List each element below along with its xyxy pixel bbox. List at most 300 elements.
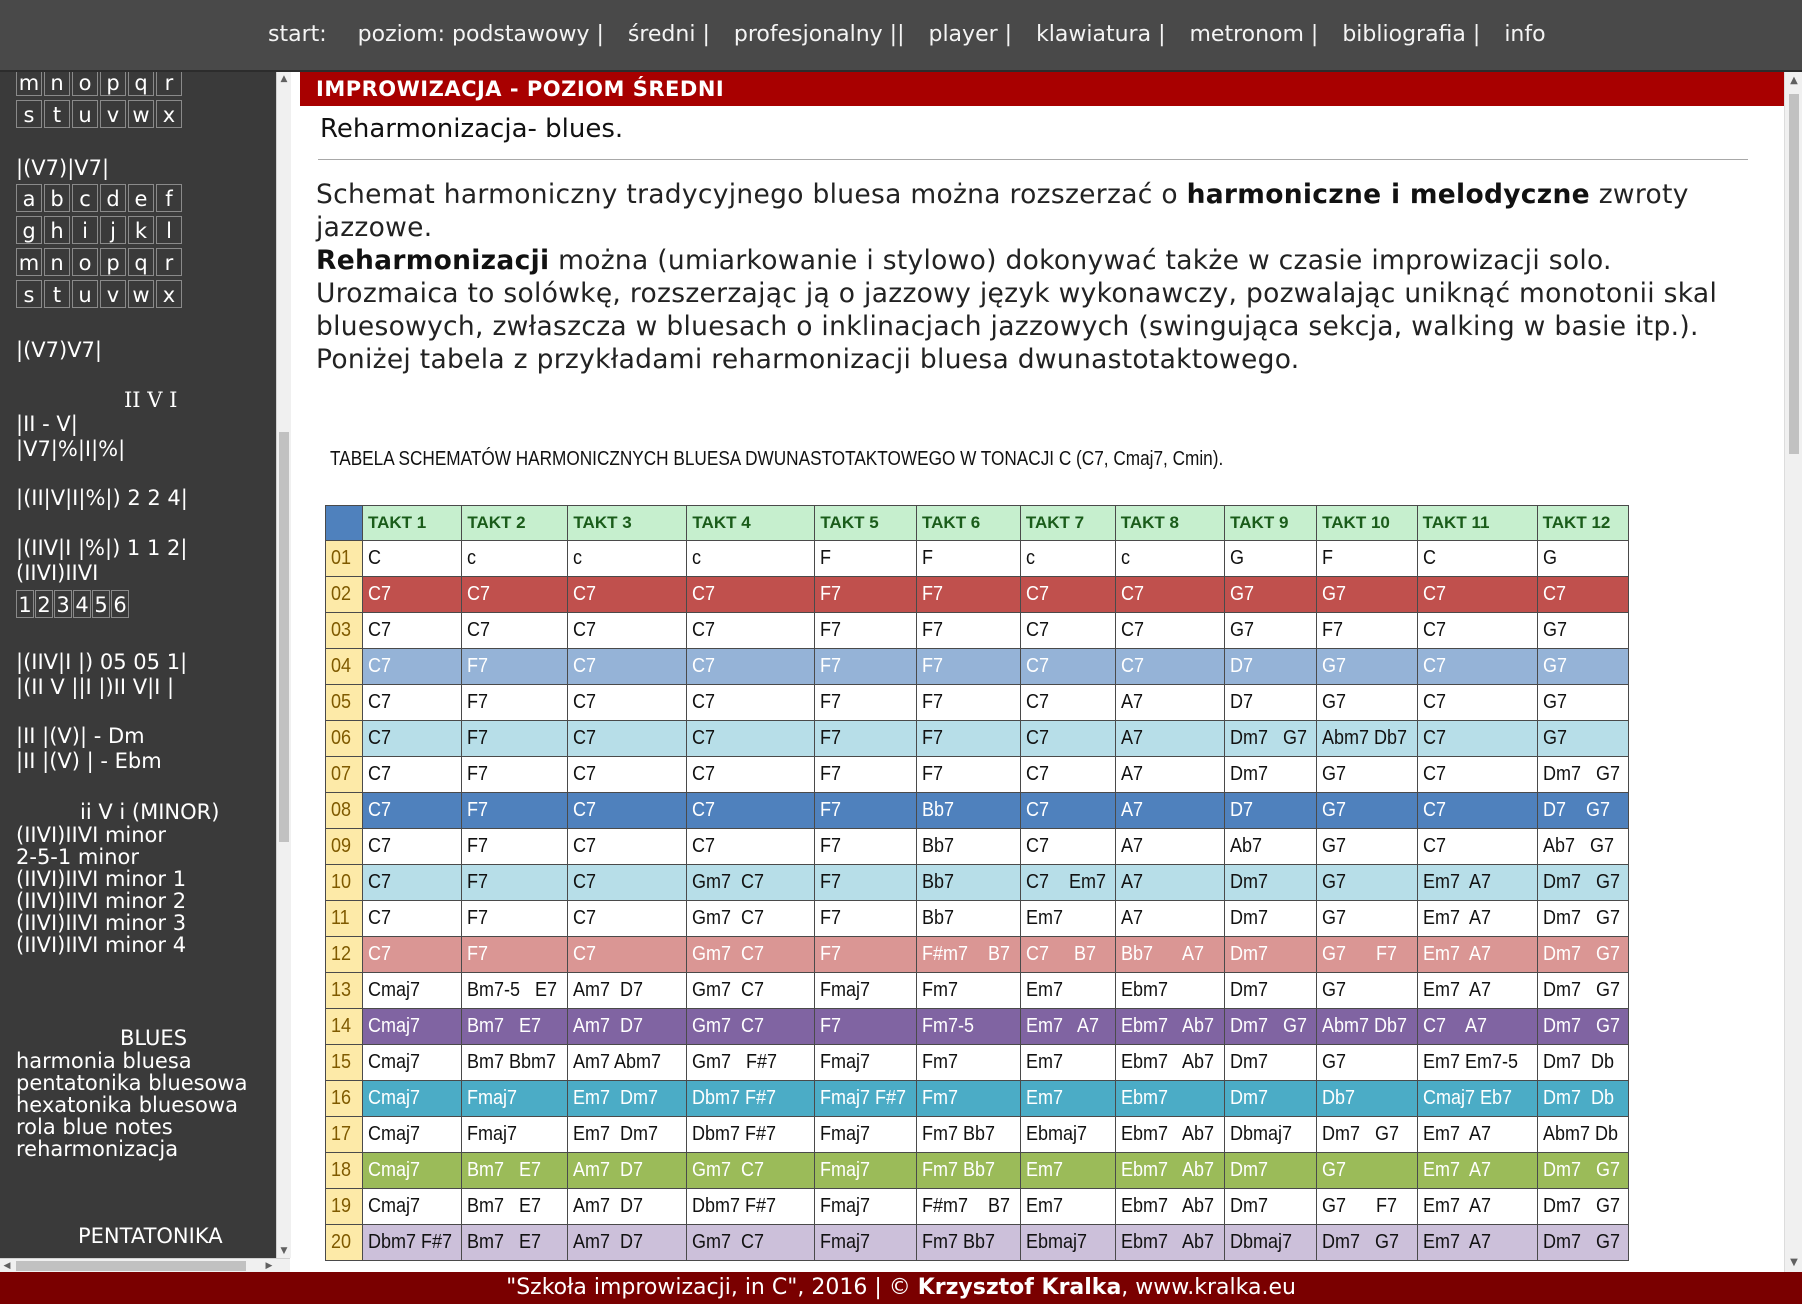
chord-value: Bm7 Bbm7: [467, 1051, 557, 1073]
chord-value: Gm7 C7: [692, 1231, 765, 1253]
chord-cell: [363, 1153, 462, 1189]
chord-cell: [1020, 649, 1115, 685]
chord-value: Dm7: [1230, 907, 1269, 929]
chord-cell: [363, 757, 462, 793]
chord-value: F7: [922, 691, 944, 713]
chord-cell: [568, 901, 687, 937]
chord-cell: [1537, 1153, 1629, 1189]
intro-p1-end: zwroty jazzowe.: [316, 179, 1689, 243]
chord-value: G7: [1322, 835, 1347, 857]
chord-cell: [1020, 1117, 1115, 1153]
chord-cell: [462, 577, 568, 613]
chord-value: Ebmaj7: [1025, 1123, 1087, 1145]
chord-value: F7: [1322, 619, 1344, 641]
chord-cell: [1537, 757, 1629, 793]
footer-author[interactable]: Krzysztof Kralka: [917, 1275, 1122, 1300]
chord-value: Abm7 Db7: [1322, 727, 1408, 749]
chord-cell: [568, 757, 687, 793]
scroll-right-arrow-icon[interactable]: ▶: [265, 1261, 273, 1271]
chord-cell: [1537, 613, 1629, 649]
row-number: 18: [331, 1159, 352, 1181]
nav-link-5[interactable]: klawiatura |: [1036, 22, 1166, 47]
sidebar-horizontal-scrollbar[interactable]: [0, 1258, 290, 1273]
scroll-left-arrow-icon[interactable]: ◀: [3, 1261, 11, 1271]
table-row: [326, 1225, 1629, 1261]
chord-cell: [917, 1117, 1021, 1153]
chord-value: Dm7 Db: [1542, 1087, 1614, 1109]
sidebar-item-iivi-1[interactable]: |II - V|: [16, 412, 78, 436]
letter-cell[interactable]: w: [128, 100, 154, 128]
chord-value: Dm7: [1230, 979, 1269, 1001]
nav-link-3[interactable]: profesjonalny ||: [733, 22, 905, 47]
number-cell[interactable]: 5: [92, 590, 110, 618]
letter-cell[interactable]: h: [44, 216, 70, 244]
chord-cell: [1225, 577, 1317, 613]
chord-value: C7: [1025, 763, 1049, 785]
chord-value: Fmaj7: [467, 1123, 518, 1145]
sidebar-item-minor-1[interactable]: (IIVI)IIVI minor: [16, 823, 167, 847]
chord-cell: [815, 901, 917, 937]
nav-start-label: start:: [268, 22, 327, 47]
row-number-cell: [326, 829, 363, 865]
chord-value: C7 B7: [1025, 943, 1096, 965]
row-number: 05: [331, 691, 352, 713]
chord-value: C7: [368, 655, 392, 677]
chord-cell: [1225, 1045, 1317, 1081]
main-scroll-thumb[interactable]: [1789, 94, 1799, 454]
chord-cell: [687, 613, 815, 649]
chord-cell: [1020, 685, 1115, 721]
chord-cell: [568, 541, 687, 577]
letter-cell[interactable]: e: [128, 184, 154, 212]
chord-cell: [1537, 1009, 1629, 1045]
chord-cell: [568, 685, 687, 721]
chord-cell: [687, 1045, 815, 1081]
sidebar-item-iivi-112[interactable]: |(IIV|I |%|) 1 1 2|: [16, 536, 188, 560]
sidebar-item-iivi-iivi[interactable]: (IIVI)IIVI: [16, 561, 99, 585]
chord-cell: [1225, 1009, 1317, 1045]
letter-cell[interactable]: m: [16, 72, 42, 96]
chord-value: Cmaj7 Eb7: [1422, 1087, 1512, 1109]
chord-cell: [687, 973, 815, 1009]
letter-cell[interactable]: u: [72, 280, 98, 308]
chord-value: Em7 A7: [1422, 1159, 1491, 1181]
scroll-up-arrow-icon[interactable]: ▲: [280, 74, 288, 84]
chord-value: A7: [1120, 835, 1143, 857]
chord-cell: [815, 793, 917, 829]
chord-cell: [1417, 649, 1537, 685]
main-scroll-up-arrow-icon[interactable]: ▲: [1790, 75, 1798, 86]
chord-cell: [1020, 1081, 1115, 1117]
chord-value: Dm7 G7: [1230, 727, 1308, 749]
chord-value: Fm7: [922, 1051, 959, 1073]
chord-cell: [917, 829, 1021, 865]
footer-site[interactable]: , www.kralka.eu: [1121, 1275, 1296, 1300]
sidebar-item-blues-5[interactable]: reharmonizacja: [16, 1137, 179, 1161]
chord-value: Dbmaj7: [1230, 1123, 1293, 1145]
chord-value: C7: [573, 763, 597, 785]
column-header-takt-7: TAKT 7: [1020, 506, 1115, 541]
sidebar-item-blues-1[interactable]: harmonia bluesa: [16, 1049, 192, 1073]
number-cell[interactable]: 3: [54, 590, 72, 618]
column-header-takt-8: TAKT 8: [1115, 506, 1224, 541]
letter-cell[interactable]: s: [16, 280, 42, 308]
letter-cell[interactable]: r: [156, 72, 182, 96]
chord-cell: [568, 649, 687, 685]
sidebar-item-iiv-1[interactable]: |(IIV|I |) 05 05 1|: [16, 650, 188, 674]
chord-value: Dm7 G7: [1542, 1015, 1620, 1037]
chord-cell: [1537, 1081, 1629, 1117]
letter-cell[interactable]: q: [128, 72, 154, 96]
chord-cell: [917, 721, 1021, 757]
letter-cell[interactable]: t: [44, 280, 70, 308]
chord-cell: [815, 865, 917, 901]
number-grid: [16, 590, 130, 618]
chord-value: G7: [1322, 979, 1347, 1001]
chord-cell: [815, 1189, 917, 1225]
chord-cell: [462, 541, 568, 577]
sidebar-heading-v7[interactable]: |(V7)|V7|: [16, 156, 110, 180]
chord-value: Dbm7 F#7: [692, 1195, 777, 1217]
letter-cell[interactable]: l: [156, 216, 182, 244]
chord-cell: [815, 649, 917, 685]
chord-cell: [1115, 577, 1224, 613]
chord-cell: [917, 1081, 1021, 1117]
sidebar-item-minor-6[interactable]: (IIVI)IIVI minor 4: [16, 933, 187, 957]
chord-cell: [687, 1117, 815, 1153]
main-vertical-scrollbar[interactable]: [1784, 72, 1802, 1272]
letter-cell[interactable]: i: [72, 216, 98, 244]
nav-link-6[interactable]: metronom |: [1189, 22, 1319, 47]
chord-cell: [917, 757, 1021, 793]
row-number: 06: [331, 727, 352, 749]
chord-value: D7 G7: [1542, 799, 1610, 821]
chord-cell: [1225, 1189, 1317, 1225]
sidebar-item-blues-2[interactable]: pentatonika bluesowa: [16, 1071, 248, 1095]
letter-cell[interactable]: q: [128, 248, 154, 276]
nav-link-8[interactable]: info: [1504, 22, 1546, 47]
sidebar-item-ebm[interactable]: |II |(V) | - Ebm: [16, 749, 162, 773]
chord-cell: [917, 1009, 1021, 1045]
table-row: [326, 901, 1629, 937]
letter-cell[interactable]: b: [44, 184, 70, 212]
chord-cell: [568, 1045, 687, 1081]
chord-value: Dm7 G7: [1542, 943, 1620, 965]
chord-value: Em7 A7: [1422, 1195, 1491, 1217]
table-row: [326, 1045, 1629, 1081]
chord-cell: [1225, 757, 1317, 793]
chord-cell: [568, 937, 687, 973]
chord-value: D7: [1230, 655, 1254, 677]
chord-cell: [462, 1045, 568, 1081]
chord-cell: [815, 721, 917, 757]
chord-value: Fmaj7: [467, 1087, 518, 1109]
chord-value: A7: [1120, 907, 1143, 929]
intro-p1-text: Schemat harmoniczny tradycyjnego bluesa można rozszerzać o: [316, 179, 1187, 210]
row-number: 07: [331, 763, 352, 785]
letter-cell[interactable]: n: [44, 72, 70, 96]
chord-value: Cmaj7: [368, 979, 421, 1001]
chord-cell: [917, 1189, 1021, 1225]
nav-link-4[interactable]: player |: [928, 22, 1013, 47]
chord-cell: [462, 1117, 568, 1153]
sidebar-item-minor-4[interactable]: (IIVI)IIVI minor 2: [16, 889, 187, 913]
table-row: [326, 721, 1629, 757]
chord-cell: [462, 865, 568, 901]
chord-cell: [462, 937, 568, 973]
letter-cell[interactable]: j: [100, 216, 126, 244]
chord-cell: [1417, 577, 1537, 613]
chord-value: Ebmaj7: [1025, 1231, 1087, 1253]
chord-value: Fmaj7: [820, 1123, 871, 1145]
chord-value: Ebm7 Ab7: [1120, 1015, 1214, 1037]
chord-cell: [363, 685, 462, 721]
chord-value: F: [922, 547, 934, 569]
chord-cell: [687, 1153, 815, 1189]
chord-value: F7: [820, 691, 842, 713]
chord-value: Fmaj7: [820, 1051, 871, 1073]
chord-cell: [1537, 1225, 1629, 1261]
row-number-cell: [326, 973, 363, 1009]
chord-cell: [568, 1117, 687, 1153]
letter-cell[interactable]: s: [16, 100, 42, 128]
chord-value: Fmaj7: [820, 1231, 871, 1253]
chord-value: Gm7 C7: [692, 943, 765, 965]
chord-value: F7: [467, 835, 489, 857]
chord-cell: [1537, 721, 1629, 757]
chord-cell: [1115, 1045, 1224, 1081]
chord-value: Em7 Em7-5: [1422, 1051, 1518, 1073]
chord-value: Em7: [1025, 979, 1063, 1001]
scroll-down-arrow-icon[interactable]: ▼: [280, 1246, 288, 1256]
sidebar-blues-group: [16, 1050, 247, 1160]
chord-cell: [1225, 793, 1317, 829]
table-row: [326, 613, 1629, 649]
chord-cell: [1317, 649, 1418, 685]
chord-value: D7: [1230, 799, 1254, 821]
letter-cell[interactable]: x: [156, 100, 182, 128]
chord-value: G7: [1322, 655, 1347, 677]
chord-value: C7: [1120, 619, 1144, 641]
chord-value: F: [820, 547, 832, 569]
number-cell[interactable]: 2: [35, 590, 53, 618]
chord-value: C7: [1120, 583, 1144, 605]
chord-cell: [568, 1189, 687, 1225]
table-title: TABELA SCHEMATÓW HARMONICZNYCH BLUESA DWUNASTOTAKTOWEGO W TONACJI C (C7, Cmaj7, Cmin).: [330, 448, 1224, 470]
number-cell[interactable]: 4: [73, 590, 91, 618]
chord-value: Em7 Dm7: [573, 1087, 659, 1109]
chord-cell: [363, 1009, 462, 1045]
chord-cell: [917, 1045, 1021, 1081]
letter-cell[interactable]: w: [128, 280, 154, 308]
chord-cell: [815, 685, 917, 721]
letter-cell[interactable]: p: [100, 248, 126, 276]
chord-value: Bb7: [922, 907, 955, 929]
letter-cell[interactable]: u: [72, 100, 98, 128]
chord-cell: [1020, 973, 1115, 1009]
chord-value: F7: [922, 763, 944, 785]
footer: [0, 1272, 1802, 1304]
chord-value: F7: [467, 907, 489, 929]
sidebar-item-iiv-2[interactable]: |(II V ||I |)II V|I |: [16, 675, 175, 699]
chord-cell: [1115, 1009, 1224, 1045]
nav-link-7[interactable]: bibliografia |: [1342, 22, 1481, 47]
chord-value: F#m7 B7: [922, 943, 1011, 965]
chord-cell: [1115, 757, 1224, 793]
chord-cell: [1115, 973, 1224, 1009]
chord-value: Fmaj7 F#7: [820, 1087, 907, 1109]
table-row: [326, 541, 1629, 577]
letter-cell[interactable]: n: [44, 248, 70, 276]
chord-value: F7: [820, 655, 842, 677]
chord-value: G7: [1230, 619, 1255, 641]
letter-cell[interactable]: c: [72, 184, 98, 212]
letter-cell[interactable]: m: [16, 248, 42, 276]
chord-cell: [1317, 721, 1418, 757]
chord-cell: [1417, 1117, 1537, 1153]
sidebar-item-dm[interactable]: |II |(V)| - Dm: [16, 724, 145, 748]
chord-value: G7 F7: [1322, 943, 1398, 965]
letter-cell[interactable]: d: [100, 184, 126, 212]
sidebar-item-iivi-224[interactable]: |(II|V|I|%|) 2 2 4|: [16, 486, 188, 510]
chord-cell: [1225, 1081, 1317, 1117]
chord-value: C7: [573, 907, 597, 929]
chord-value: C7: [1025, 583, 1049, 605]
chord-value: Fm7: [922, 1087, 959, 1109]
sidebar-item-minor-2[interactable]: 2-5-1 minor: [16, 845, 139, 869]
chord-value: Ebm7 Ab7: [1120, 1195, 1214, 1217]
chord-value: C7: [1025, 619, 1049, 641]
letter-cell[interactable]: k: [128, 216, 154, 244]
chord-value: C7: [1025, 655, 1049, 677]
chord-value: C7: [1025, 691, 1049, 713]
chord-value: C7: [368, 943, 392, 965]
letter-cell[interactable]: g: [16, 216, 42, 244]
chord-value: Gm7 C7: [692, 979, 765, 1001]
row-number-cell: [326, 1081, 363, 1117]
table-row: [326, 577, 1629, 613]
chord-cell: [1020, 901, 1115, 937]
chord-cell: [1115, 793, 1224, 829]
column-header-takt-11: TAKT 11: [1417, 506, 1537, 541]
chord-value: Em7 A7: [1422, 907, 1491, 929]
row-number-cell: [326, 649, 363, 685]
letter-cell[interactable]: x: [156, 280, 182, 308]
chord-cell: [1317, 865, 1418, 901]
nav-link-2[interactable]: średni |: [627, 22, 710, 47]
chord-value: C7: [368, 907, 392, 929]
letter-cell[interactable]: v: [100, 280, 126, 308]
number-cell[interactable]: 1: [16, 590, 34, 618]
row-number-cell: [326, 1009, 363, 1045]
chord-value: Bb7: [922, 871, 955, 893]
chord-value: Bm7 E7: [467, 1195, 542, 1217]
sidebar-hscroll-thumb[interactable]: [16, 1261, 246, 1271]
chord-cell: [462, 1189, 568, 1225]
letter-cell[interactable]: p: [100, 72, 126, 96]
chord-cell: [687, 1009, 815, 1045]
chord-value: Bm7 E7: [467, 1231, 542, 1253]
chord-cell: [1020, 541, 1115, 577]
sidebar-item-v7v7[interactable]: |(V7)V7|: [16, 338, 102, 362]
row-number-cell: [326, 865, 363, 901]
chord-cell: [1317, 1153, 1418, 1189]
chord-value: C7: [692, 799, 716, 821]
letter-cell[interactable]: r: [156, 248, 182, 276]
footer-text: "Szkoła improwizacji, in C", 2016 | ©: [506, 1275, 918, 1300]
chord-value: G7: [1322, 691, 1347, 713]
chord-cell: [1317, 937, 1418, 973]
main-scroll-down-arrow-icon[interactable]: ▼: [1790, 1257, 1798, 1268]
letter-cell[interactable]: o: [72, 248, 98, 276]
chord-cell: [687, 649, 815, 685]
chord-cell: [1537, 649, 1629, 685]
chord-cell: [568, 577, 687, 613]
chord-value: C7: [368, 691, 392, 713]
chord-cell: [568, 721, 687, 757]
column-header-takt-10: TAKT 10: [1317, 506, 1418, 541]
intro-text: [316, 178, 1756, 376]
number-cell[interactable]: 6: [111, 590, 129, 618]
chord-cell: [687, 865, 815, 901]
chord-value: Em7: [1025, 1159, 1063, 1181]
letter-cell[interactable]: f: [156, 184, 182, 212]
sidebar-vertical-scrollbar[interactable]: [276, 72, 291, 1258]
chord-cell: [815, 757, 917, 793]
chord-cell: [462, 685, 568, 721]
sidebar-item-blues-3[interactable]: hexatonika bluesowa: [16, 1093, 238, 1117]
sidebar-item-iivi-2[interactable]: |V7|%|I|%|: [16, 437, 126, 461]
chord-cell: [687, 901, 815, 937]
letter-cell[interactable]: t: [44, 100, 70, 128]
chord-value: C7: [1422, 619, 1446, 641]
chord-value: F#m7 B7: [922, 1195, 1011, 1217]
chord-value: G7: [1322, 1051, 1347, 1073]
chord-value: Gm7 C7: [692, 871, 765, 893]
chord-value: Gm7 F#7: [692, 1051, 778, 1073]
intro-p1-bold: harmoniczne i melodyczne: [1186, 179, 1590, 210]
chord-cell: [363, 1189, 462, 1225]
letter-cell[interactable]: o: [72, 72, 98, 96]
chord-cell: [1317, 1081, 1418, 1117]
row-number: 14: [331, 1015, 352, 1037]
chord-value: C7: [573, 583, 597, 605]
chord-value: C7: [692, 619, 716, 641]
letter-cell[interactable]: v: [100, 100, 126, 128]
sidebar-item-blues-4[interactable]: rola blue notes: [16, 1115, 173, 1139]
chord-cell: [1225, 1225, 1317, 1261]
chord-value: C7: [573, 799, 597, 821]
chord-value: F7: [467, 871, 489, 893]
chord-cell: [917, 1225, 1021, 1261]
nav-link-1[interactable]: poziom: podstawowy |: [357, 22, 604, 47]
chord-schema-table: [325, 505, 1629, 1261]
chord-cell: [1225, 613, 1317, 649]
chord-value: Ebm7: [1120, 1087, 1168, 1109]
chord-cell: [1115, 1117, 1224, 1153]
chord-value: A7: [1120, 763, 1143, 785]
chord-value: Fm7 Bb7: [922, 1231, 996, 1253]
chord-cell: [687, 721, 815, 757]
sidebar-item-minor-5[interactable]: (IIVI)IIVI minor 3: [16, 911, 187, 935]
sidebar-item-minor-3[interactable]: (IIVI)IIVI minor 1: [16, 867, 187, 891]
chord-value: Em7 A7: [1025, 1015, 1099, 1037]
chord-cell: [568, 613, 687, 649]
sidebar-scroll-thumb[interactable]: [279, 432, 289, 842]
chord-cell: [1020, 577, 1115, 613]
chord-cell: [1417, 901, 1537, 937]
letter-cell[interactable]: a: [16, 184, 42, 212]
